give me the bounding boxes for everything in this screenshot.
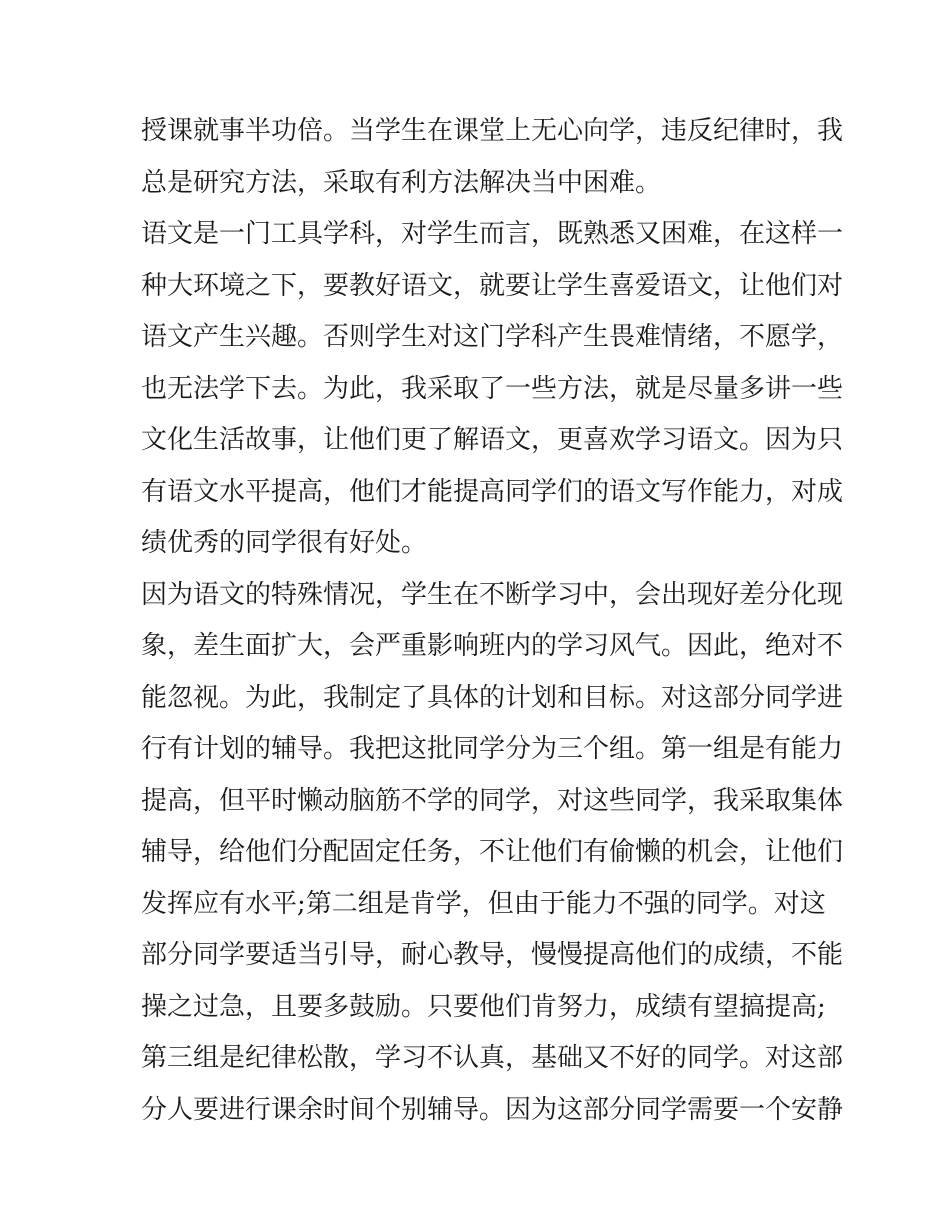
text-line: 能忽视。为此，我制定了具体的计划和目标。对这部分同学进 [141, 682, 844, 713]
body-text [141, 106, 844, 1136]
text-line: 提高，但平时懒动脑筋不学的同学，对这些同学，我采取集体 [141, 785, 844, 816]
text-line: 行有计划的辅导。我把这批同学分为三个组。第一组是有能力 [141, 734, 844, 764]
text-line: 部分同学要适当引导，耐心教导，慢慢提高他们的成绩，不能 [141, 940, 844, 970]
text-line: 因为语文的特殊情况，学生在不断学习中，会出现好差分化现 [141, 579, 844, 610]
text-line: 有语文水平提高，他们才能提高同学们的语文写作能力，对成 [141, 476, 844, 507]
text-line: 操之过急，且要多鼓励。只要他们肯努力，成绩有望搞提高; [141, 991, 826, 1022]
text-line: 发挥应有水平;第二组是肯学，但由于能力不强的同学。对这 [141, 888, 826, 919]
text-line: 文化生活故事，让他们更了解语文，更喜欢学习语文。因为只 [141, 425, 844, 455]
text-line: 语文是一门工具学科，对学生而言，既熟悉又困难，在这样一 [141, 219, 844, 249]
text-line: 辅导，给他们分配固定任务，不让他们有偷懒的机会，让他们 [141, 837, 844, 867]
text-line: 授课就事半功倍。当学生在课堂上无心向学，违反纪律时，我 [141, 116, 844, 146]
text-line: 也无法学下去。为此，我采取了一些方法，就是尽量多讲一些 [141, 373, 844, 404]
text-line: 绩优秀的同学很有好处。 [141, 528, 428, 558]
text-line: 语文产生兴趣。否则学生对这门学科产生畏难情绪，不愿学， [141, 322, 844, 352]
text-line: 总是研究方法，采取有利方法解决当中困难。 [141, 167, 662, 198]
text-line: 象，差生面扩大，会严重影响班内的学习风气。因此，绝对不 [141, 631, 844, 661]
text-line: 种大环境之下，要教好语文，就要让学生喜爱语文，让他们对 [141, 270, 844, 301]
text-line: 分人要进行课余时间个别辅导。因为这部分同学需要一个安静 [141, 1094, 844, 1125]
text-line: 第三组是纪律松散，学习不认真，基础又不好的同学。对这部 [141, 1043, 844, 1073]
